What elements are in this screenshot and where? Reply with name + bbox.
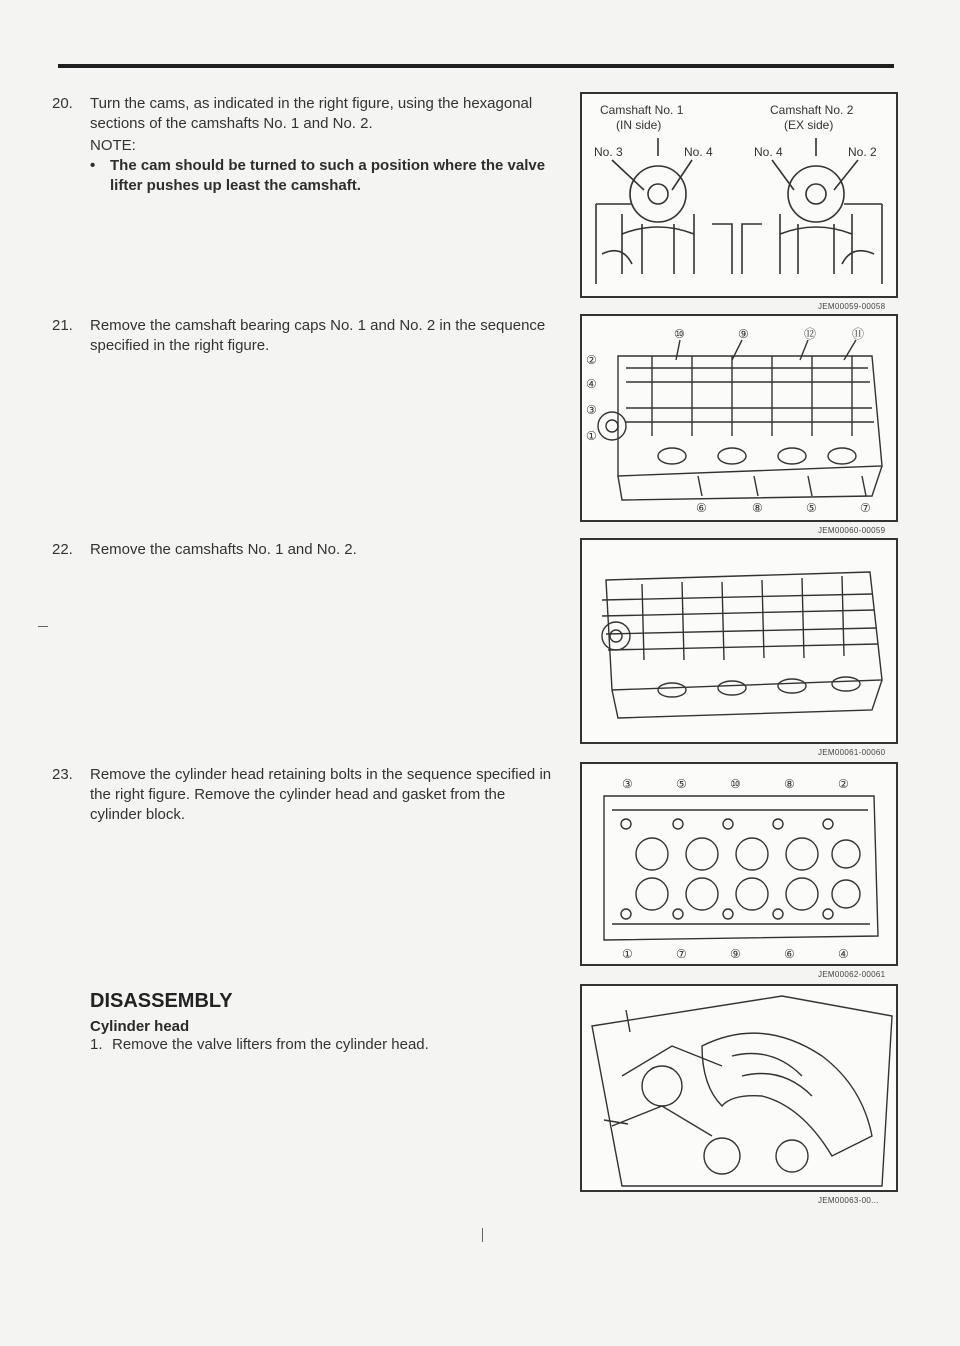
seq-num: ⑪ [852, 327, 865, 341]
seq-num: ⑦ [860, 501, 871, 515]
seq-num: ④ [838, 947, 849, 961]
cylinder-head-drawing [602, 572, 882, 718]
seq-num: ⑥ [784, 947, 795, 961]
seq-num: ③ [586, 403, 597, 417]
cam1-title: Camshaft No. 1 [600, 103, 684, 117]
label-no2: No. 2 [848, 145, 877, 159]
cylinder-head-drawing [604, 796, 878, 940]
seq-num: ③ [622, 777, 633, 791]
seq-num: ⑦ [676, 947, 687, 961]
step-number: 1. [90, 1036, 103, 1053]
label-no4-right: No. 4 [754, 145, 783, 159]
seq-num: ④ [586, 377, 597, 391]
figure-head-bolt-sequence [580, 762, 898, 966]
figure-code: JEM00061-00060 [818, 748, 886, 757]
cylinder-head-drawing [598, 340, 882, 500]
cam2-title: Camshaft No. 2 [770, 103, 854, 117]
seq-num: ② [838, 777, 849, 791]
figure-bearing-cap-sequence [580, 314, 898, 522]
subsection-heading: Cylinder head [90, 1018, 190, 1035]
step-22 [52, 540, 552, 560]
figure-valve-lifter-removal [580, 984, 898, 1192]
seq-num: ⑤ [676, 777, 687, 791]
cam2-sub: (EX side) [784, 118, 834, 132]
figure-camshaft-position [580, 92, 898, 298]
header-rule [58, 64, 894, 68]
bullet-icon: • [90, 157, 96, 174]
hand-and-head-drawing [592, 996, 892, 1186]
figure-code: JEM00060-00059 [818, 526, 886, 535]
step-number: 23. [52, 766, 73, 783]
figure-code: JEM00063-00... [818, 1196, 879, 1205]
cam1-sub: (IN side) [616, 118, 662, 132]
page-footer-mark [482, 1228, 483, 1242]
disassembly-step-1 [90, 1035, 530, 1055]
seq-num: ① [622, 947, 633, 961]
seq-num: ② [586, 353, 597, 367]
step-text: Remove the camshafts No. 1 and No. 2. [90, 541, 357, 558]
seq-num: ⑫ [804, 327, 817, 341]
step-20 [52, 94, 552, 196]
step-text: Remove the cylinder head retaining bolts in the sequence specified in the right figure. Remove the cylinder head and gasket from the cylinder block. [90, 766, 552, 823]
figure-camshaft-removal [580, 538, 898, 744]
seq-num: ⑨ [738, 327, 749, 341]
seq-num: ⑤ [806, 501, 817, 515]
step-text: Remove the valve lifters from the cylinder head. [112, 1036, 429, 1053]
seq-num: ① [586, 429, 597, 443]
seq-num: ⑩ [674, 327, 685, 341]
figure-code: JEM00059-00058 [818, 302, 886, 311]
note-label: NOTE: [90, 137, 136, 154]
step-number: 21. [52, 317, 73, 334]
note-text: The cam should be turned to such a position where the valve lifter pushes up least the camshaft. [110, 157, 546, 194]
label-no4-left: No. 4 [684, 145, 713, 159]
step-21 [52, 316, 552, 356]
seq-num: ⑨ [730, 947, 741, 961]
figure-code: JEM00062-00061 [818, 970, 886, 979]
step-number: 22. [52, 541, 73, 558]
step-number: 20. [52, 95, 73, 112]
step-text: Remove the camshaft bearing caps No. 1 and No. 2 in the sequence specified in the right figure. [90, 317, 546, 354]
note-item [90, 156, 552, 196]
seq-num: ⑧ [752, 501, 763, 515]
margin-dash [38, 626, 48, 627]
seq-num: ⑥ [696, 501, 707, 515]
section-heading: DISASSEMBLY [90, 990, 233, 1012]
seq-num: ⑧ [784, 777, 795, 791]
step-23 [52, 765, 552, 825]
seq-num: ⑩ [730, 777, 741, 791]
label-no3: No. 3 [594, 145, 623, 159]
camshaft-drawing [596, 138, 882, 284]
step-text: Turn the cams, as indicated in the right figure, using the hexagonal sections of the camshafts No. 1 and No. 2. [90, 95, 533, 132]
